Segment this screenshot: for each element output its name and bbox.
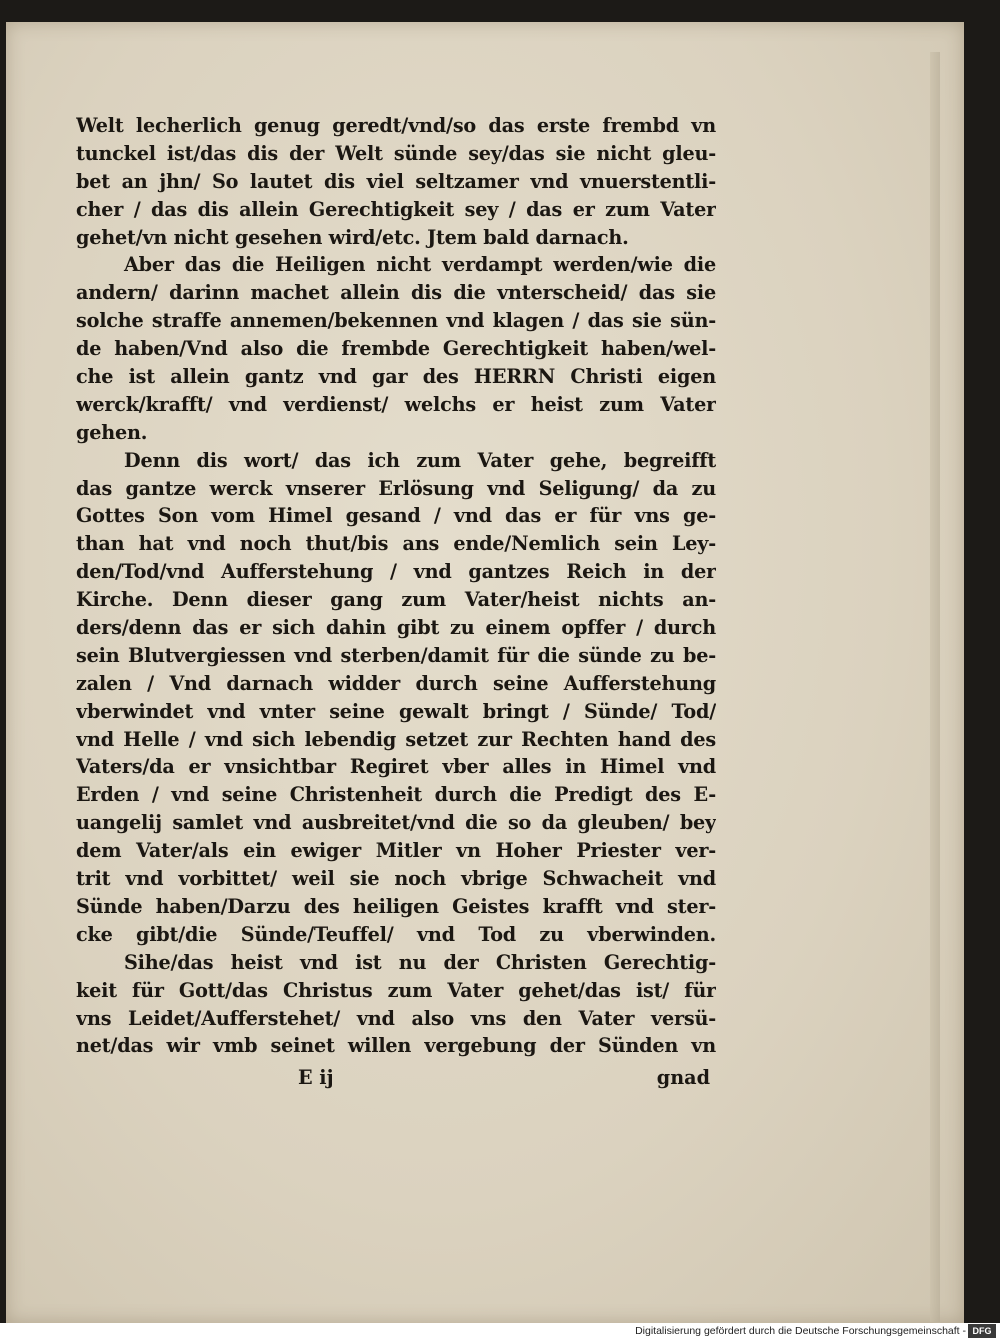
catchword: gnad	[656, 1066, 710, 1089]
text-line: sein Blutvergiessen vnd sterben/damit für die sünde zu be-	[76, 643, 716, 667]
body-text	[76, 112, 716, 1060]
text-line: Kirche. Denn dieser gang zum Vater/heist nichts an-	[76, 588, 716, 612]
text-line: vns Leidet/Aufferstehet/ vnd also vns den Vater versü-	[76, 1006, 716, 1030]
text-line: gehet/vn nicht gesehen wird/etc. Jtem bald darnach.	[76, 225, 629, 249]
signature-mark: E ij	[298, 1066, 334, 1089]
text-line: Denn dis wort/ das ich zum Vater gehe, begreifft	[124, 448, 716, 472]
text-line: Vaters/da er vnsichtbar Regiret vber alles in Himel vnd	[76, 755, 716, 779]
dfg-logo-icon: DFG	[968, 1324, 996, 1338]
text-line: cher / das dis allein Gerechtigkeit sey / das er zum Vater	[76, 197, 716, 221]
page-edge	[930, 52, 940, 1322]
text-line: che ist allein gantz vnd gar des HERRN Christi eigen	[76, 365, 716, 389]
page-footer	[76, 1066, 716, 1096]
text-line: ders/denn das er sich dahin gibt zu einem opffer / durch	[76, 616, 716, 640]
text-line: net/das wir vmb seinet willen vergebung der Sünden vn	[76, 1034, 716, 1058]
text-line: bet an jhn/ So lautet dis viel seltzamer vnd vnuerstentli-	[76, 169, 716, 193]
text-line: trit vnd vorbittet/ weil sie noch vbrige Schwacheit vnd	[76, 867, 716, 891]
text-line: Erden / vnd seine Christenheit durch die Predigt des E-	[76, 783, 716, 807]
text-line: vnd Helle / vnd sich lebendig setzet zur Rechten hand des	[76, 727, 716, 751]
text-line: dem Vater/als ein ewiger Mitler vn Hoher Priester ver-	[76, 839, 716, 863]
text-line: zalen / Vnd darnach widder durch seine Aufferstehung	[76, 671, 716, 695]
text-line: Aber das die Heiligen nicht verdampt werden/wie die	[124, 253, 716, 277]
text-line: Sihe/das heist vnd ist nu der Christen Gerechtig-	[124, 950, 716, 974]
text-line: Welt lecherlich genug geredt/vnd/so das erste frembd vn	[76, 114, 716, 137]
text-line: gehen.	[76, 420, 148, 444]
text-line: Sünde haben/Darzu des heiligen Geistes krafft vnd ster-	[76, 894, 716, 918]
text-line: den/Tod/vnd Aufferstehung / vnd gantzes Reich in der	[76, 560, 716, 584]
text-line: uangelij samlet vnd ausbreitet/vnd die so da gleuben/ bey	[76, 811, 716, 835]
text-line: Gottes Son vom Himel gesand / vnd das er für vns ge-	[76, 504, 716, 528]
text-line: andern/ darinn machet allein dis die vnterscheid/ das sie	[76, 281, 716, 305]
text-line: werck/krafft/ vnd verdienst/ welchs er heist zum Vater	[76, 392, 716, 416]
text-line: keit für Gott/das Christus zum Vater gehet/das ist/ für	[76, 978, 716, 1002]
text-line: tunckel ist/das dis der Welt sünde sey/das sie nicht gleu-	[76, 141, 716, 165]
text-line: vberwindet vnd vnter seine gewalt bringt / Sünde/ Tod/	[76, 699, 716, 723]
digitization-credit: Digitalisierung gefördert durch die Deutsche Forschungsgemeinschaft -	[635, 1325, 966, 1337]
text-line: solche straffe annemen/bekennen vnd klagen / das sie sün-	[76, 309, 716, 333]
text-line: than hat vnd noch thut/bis ans ende/Nemlich sein Ley-	[76, 532, 716, 556]
text-line: cke gibt/die Sünde/Teuffel/ vnd Tod zu vberwinden.	[76, 922, 716, 946]
text-line: de haben/Vnd also die frembde Gerechtigkeit haben/wel-	[76, 337, 716, 361]
text-line: das gantze werck vnserer Erlösung vnd Seligung/ da zu	[76, 476, 716, 500]
